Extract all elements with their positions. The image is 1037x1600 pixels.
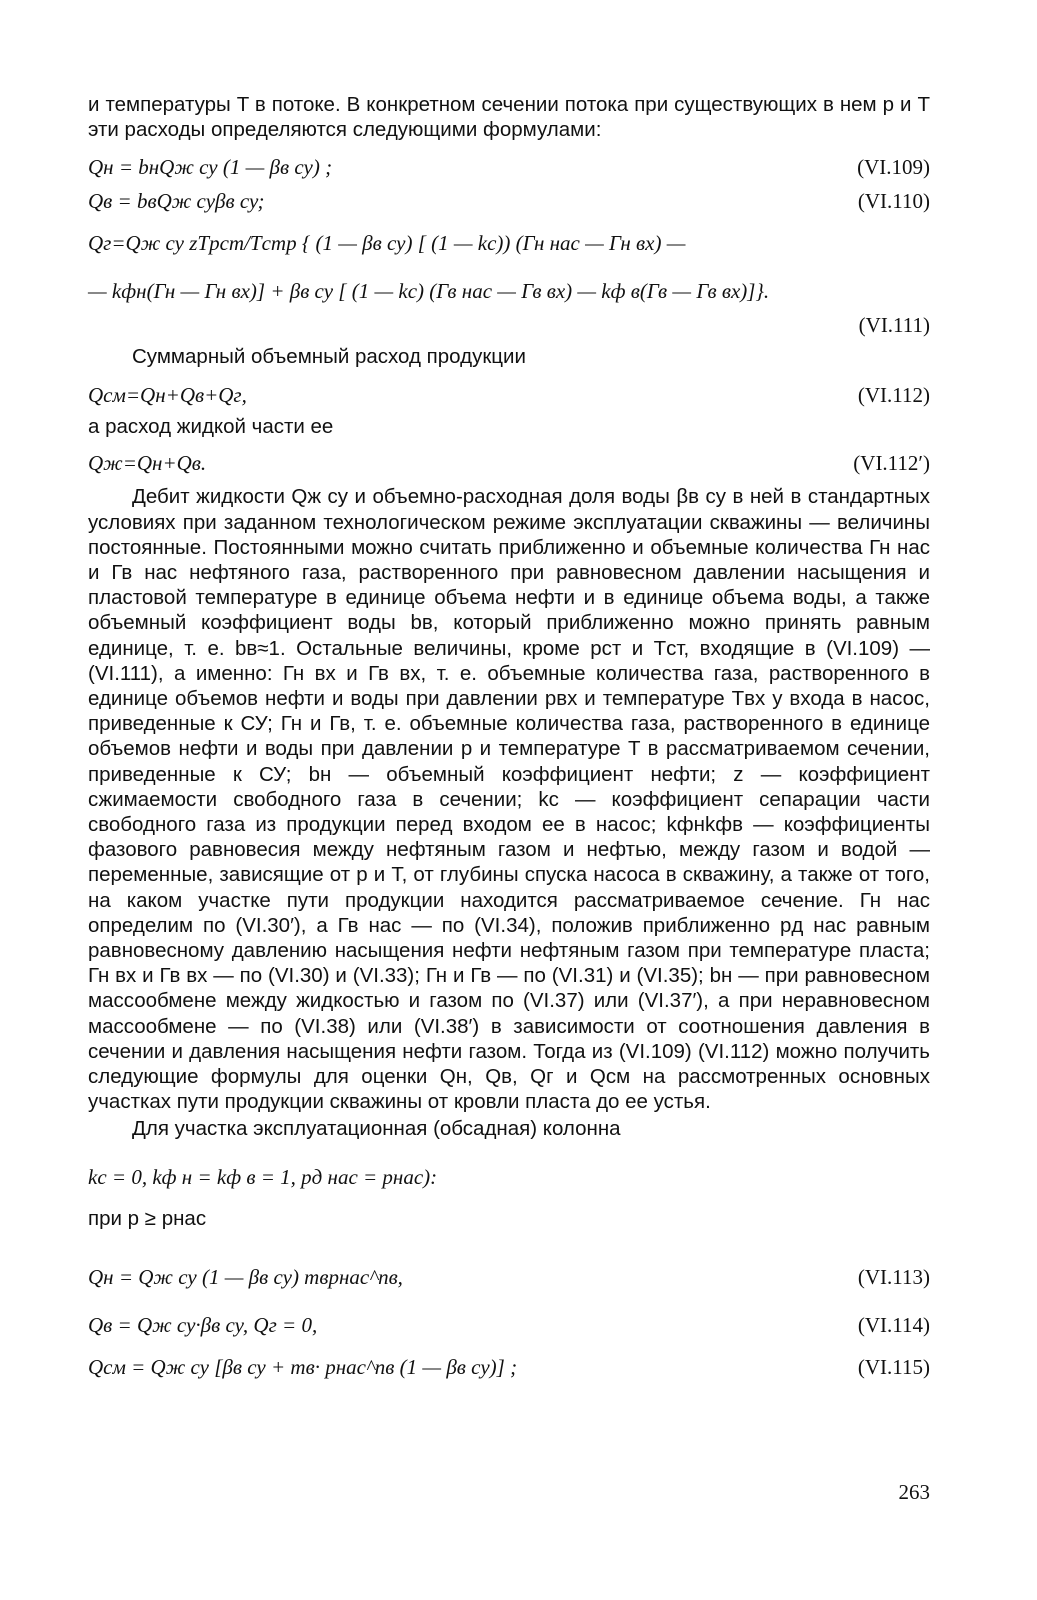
equation-vi-112: [88, 378, 930, 412]
equation-number: (VI.112′): [853, 451, 930, 476]
equation-expr: Qг=Qж су zTpст/Tстp { (1 — βв су) [ (1 — kc)) (Гн нас — Гн вх) —: [88, 231, 686, 256]
when-condition: при p ≥ pнас: [88, 1207, 207, 1231]
equation-vi-111-line2: [88, 274, 930, 308]
equation-expr: — kфн(Гн — Гн вх)] + βв су [ (1 — kc) (Гв нас — Гв вх) — kф в(Гв — Гв вх)]}.: [88, 279, 770, 304]
equation-vi-111-line1: [88, 226, 930, 260]
equation-vi-113: [88, 1260, 930, 1294]
main-paragraph: Дебит жидкости Qж су и объемно-расходная доля воды βв су в ней в стандартных условиях при заданном технологическом режиме эксплуатации скважины — величины постоянные. Постоянными можно считать приближенно и объемные количества Гн нас и Гв нас нефтяного газа, растворенного при равновесном давлении насыщения и пластовой температуре в единице объема нефти и в единице объема воды, а также объемный коэффициент воды bв, который приближенно можно принять равным единице, т. е. bв≈1. Остальные величины, кроме pст и Tст, входящие в (VI.109) — (VI.111), а именно: Гн вх и Гв вх, т. е. объемные количества газа, растворенного в единице объемов нефти и воды при давлении pвх и температуре Tвх у входа в насос, приведенные к СУ; Гн и Гв, т. е. объемные количества газа, растворенного в единице объемов нефти и воды при давлении p и температуре T в рассматриваемом сечении, приведенные к СУ; bн — объемный коэффициент нефти; z — коэффициент сжимаемости свободного газа в сечении; kc — коэффициент сепарации части свободного газа из продукции перед входом ее в насос; kфнkфв — коэффициенты фазового равновесия между нефтяным газом и нефтью, между газом и водой — переменные, зависящие от p и T, от глубины спуска насоса в скважину, а также от того, на каком участке пути продукции находится рассматриваемое сечение. Гн нас определим по (VI.30′), а Гв нас — по (VI.34), положив приближенно pд нас равным равновесному давлению насыщения нефти нефтяным газом при температуре пласта; Гн вх и Гв вх — по (VI.30) и (VI.33); Гн и Гв — по (VI.31) и (VI.35); bн — при равновесном массообмене между жидкостью и газом по (VI.37) или (VI.37′), а при неравновесном массообмене — по (VI.38) или (VI.38′) в зависимости от соотношения давления в сечении и давления насыщения нефти газом. Тогда из (VI.109) (VI.112) можно получить следующие формулы для оценки Qн, Qв, Qг и Qсм на рассмотренных основных участках пути продукции скважины от кровли пласта до ее устья.: [88, 485, 930, 1114]
total-flow-label: Суммарный объемный расход продукции: [132, 345, 526, 369]
equation-vi-110: [88, 184, 930, 218]
equation-expr: Qв = Qж су·βв су, Qг = 0,: [88, 1313, 318, 1338]
equation-vi-114: [88, 1308, 930, 1342]
page-number: 263: [898, 1480, 930, 1504]
conditions-expr: kc = 0, kф н = kф в = 1, pд нас = pнас):: [88, 1165, 438, 1190]
equation-expr: Qж=Qн+Qв.: [88, 451, 207, 476]
equation-vi-111-number: [88, 308, 930, 342]
section-label: Для участка эксплуатационная (обсадная) колонна: [132, 1117, 621, 1141]
equation-expr: Qсм=Qн+Qв+Qг,: [88, 383, 247, 408]
equation-vi-109: [88, 150, 930, 184]
liquid-flow-label: а расход жидкой части ее: [88, 415, 334, 439]
conditions-line: [88, 1160, 930, 1194]
intro-text: и температуры T в потоке. В конкретном сечении потока при существующих в нем p и T эти расходы определяются следующими формулами:: [88, 93, 930, 142]
equation-number: (VI.111): [858, 313, 930, 338]
equation-expr: Qв = bвQж суβв су;: [88, 189, 265, 214]
equation-number: (VI.112): [857, 383, 930, 408]
equation-number: (VI.115): [857, 1355, 930, 1380]
equation-number: (VI.109): [857, 155, 930, 180]
equation-number: (VI.110): [857, 189, 930, 214]
page-body: [88, 92, 930, 1384]
equation-number: (VI.114): [857, 1313, 930, 1338]
equation-vi-115: [88, 1350, 930, 1384]
equation-expr: Qн = Qж су (1 — βв су) mвpнас^nв,: [88, 1265, 403, 1290]
equation-expr: Qсм = Qж су [βв су + mв· pнас^nв (1 — βв су)] ;: [88, 1355, 518, 1380]
equation-vi-112-prime: [88, 446, 930, 480]
equation-expr: Qн = bнQж су (1 — βв су) ;: [88, 155, 333, 180]
equation-number: (VI.113): [857, 1265, 930, 1290]
